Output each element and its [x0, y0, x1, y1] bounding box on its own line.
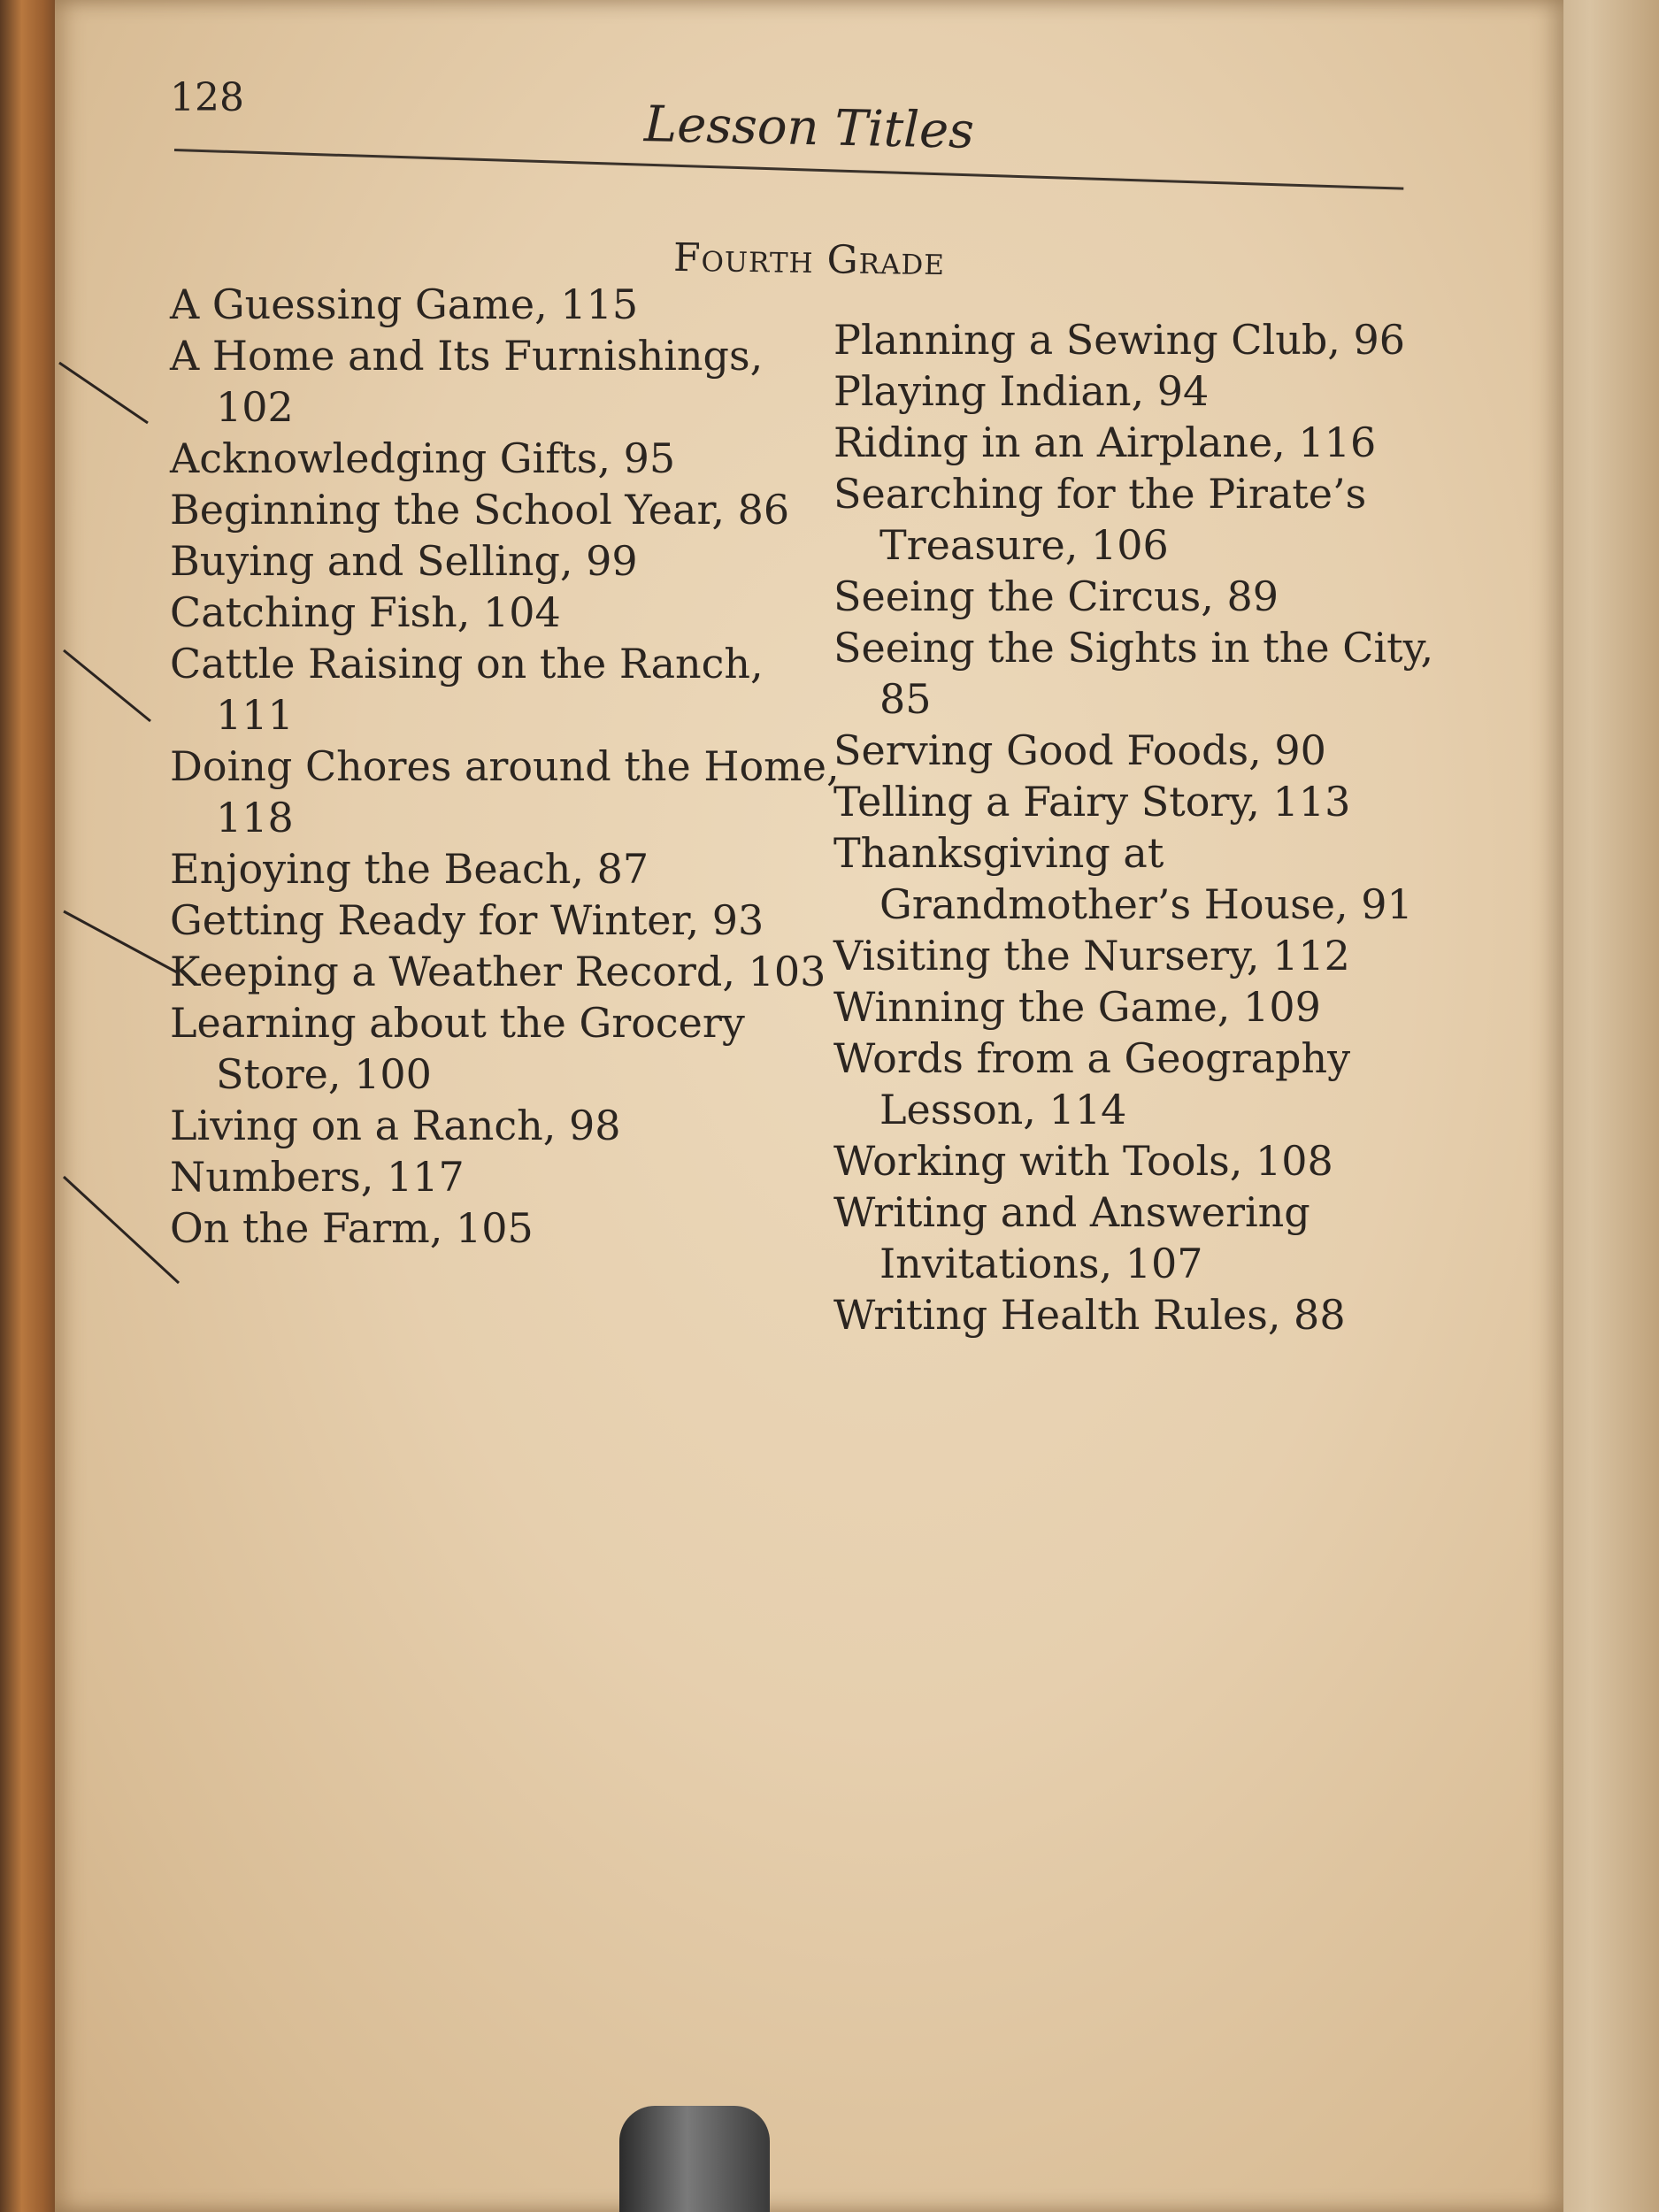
- list-item: Playing Indian, 94: [833, 367, 1210, 415]
- list-item: Seeing the Sights in the City, 85: [833, 624, 1434, 723]
- list-item: Catching Fish, 104: [170, 588, 561, 636]
- list-item: Enjoying the Beach, 87: [170, 845, 649, 893]
- list-item: Getting Ready for Winter, 93: [170, 896, 764, 944]
- running-head: Lesson Titles: [643, 96, 975, 160]
- list-item: Working with Tools, 108: [833, 1137, 1333, 1185]
- list-item: Winning the Game, 109: [833, 983, 1321, 1031]
- list-item: Buying and Selling, 99: [170, 537, 638, 585]
- list-item: Telling a Fairy Story, 113: [833, 778, 1351, 826]
- book-spine-edge: [0, 0, 62, 2212]
- list-item: Searching for the Pirate’s Treasure, 106: [833, 470, 1367, 569]
- list-item: Learning about the Grocery Store, 100: [170, 999, 745, 1098]
- list-item: On the Farm, 105: [170, 1204, 534, 1252]
- list-item: Seeing the Circus, 89: [833, 572, 1279, 620]
- lesson-list-right: [833, 314, 1488, 1340]
- list-item: Writing Health Rules, 88: [833, 1291, 1346, 1339]
- metal-clip: [619, 2106, 770, 2212]
- section-heading: Fourth Grade: [672, 234, 946, 285]
- pencil-check-marks: [55, 0, 409, 1416]
- list-item: A Guessing Game, 115: [170, 280, 639, 328]
- list-item: Serving Good Foods, 90: [833, 726, 1326, 774]
- list-item: Living on a Ranch, 98: [170, 1102, 621, 1149]
- pencil-mark-icon: [64, 911, 179, 973]
- list-item: Beginning the School Year, 86: [170, 486, 790, 534]
- list-item: Doing Chores around the Home, 118: [170, 742, 840, 841]
- list-item: Words from a Geography Lesson, 114: [833, 1034, 1351, 1133]
- page-number: 128: [170, 75, 244, 120]
- list-item: A Home and Its Furnishings, 102: [170, 332, 764, 431]
- list-item: Keeping a Weather Record, 103: [170, 948, 826, 995]
- pencil-mark-icon: [64, 1177, 179, 1283]
- list-item: Visiting the Nursery, 112: [833, 932, 1350, 979]
- list-item: Numbers, 117: [170, 1153, 465, 1201]
- pencil-mark-icon: [64, 650, 150, 721]
- list-item: Acknowledging Gifts, 95: [170, 434, 676, 482]
- list-item: Cattle Raising on the Ranch, 111: [170, 640, 764, 739]
- book-page: [55, 0, 1563, 2212]
- pencil-mark-icon: [59, 363, 148, 423]
- list-item: Riding in an Airplane, 116: [833, 419, 1377, 466]
- list-item: Thanksgiving at Grandmother’s House, 91: [833, 829, 1413, 928]
- list-item: Writing and Answering Invitations, 107: [833, 1188, 1310, 1287]
- list-item: Planning a Sewing Club, 96: [833, 316, 1406, 364]
